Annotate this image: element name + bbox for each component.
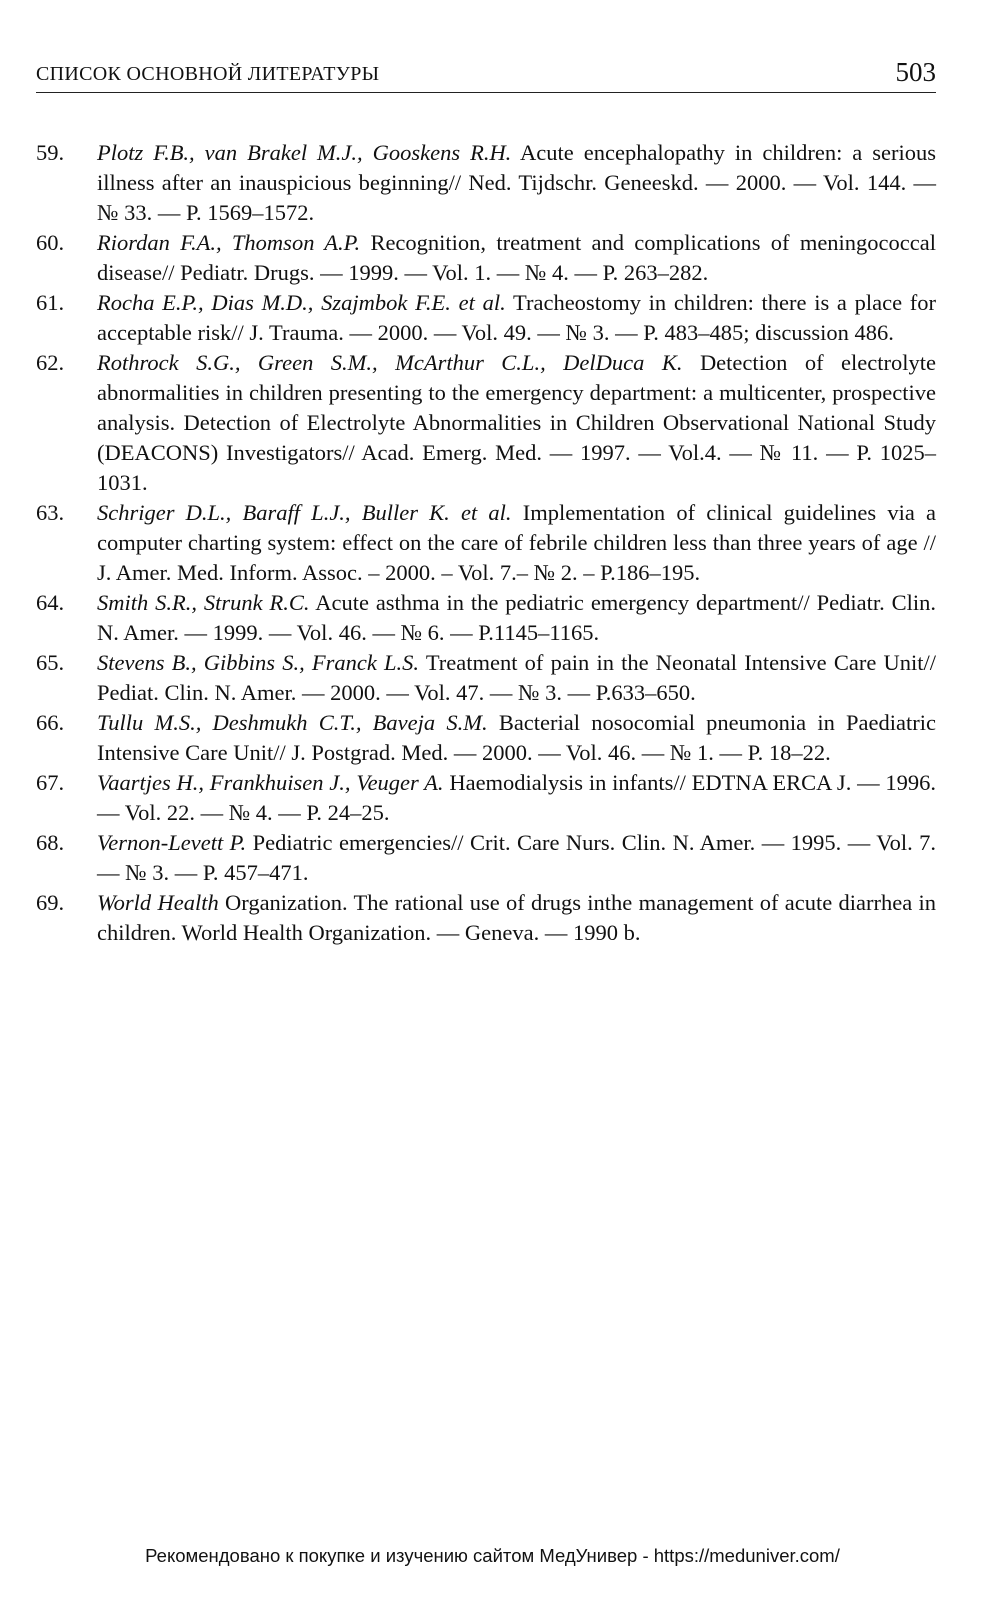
reference-number: 67.: [36, 770, 65, 795]
reference-text: Acute asthma in the pediatric emergency department// Pediatr. Clin. N. Amer. — 1999. — Vol. 46. — № 6. — P.1145–1165.: [97, 590, 936, 645]
reference-number: 62.: [36, 350, 65, 375]
reference-text: Tracheostomy in children: there is a place for acceptable risk// J. Trauma. — 2000. — Vol. 49. — № 3. — P. 483–485; discussion 486.: [97, 290, 937, 345]
reference-text: Haemodialysis in infants// EDTNA ERCA J. — 1996. — Vol. 22. — № 4. — P. 24–25.: [97, 770, 936, 825]
reference-text: Treatment of pain in the Neonatal Intensive Care Unit// Pediat. Clin. N. Amer. — 2000. — Vol. 47. — № 3. — P.633–650.: [97, 650, 936, 705]
reference-number: 61.: [36, 290, 65, 315]
reference-authors: Stevens B., Gibbins S., Franck L.S.: [97, 650, 420, 675]
reference-item: [36, 768, 936, 828]
reference-text: Implementation of clinical guidelines via a computer charting system: effect on the care of febrile children less than three years of age // J. Amer. Med. Inform. Assoc. – 2000. – Vol. 7.– № 2. – P.186–195.: [97, 500, 936, 585]
reference-authors: World Health: [97, 890, 219, 915]
reference-authors: Rocha E.P., Dias M.D., Szajmbok F.E. et al.: [97, 290, 506, 315]
reference-text: Detection of electrolyte abnormalities in children presenting to the emergency department: a multicenter, prospective analysis. Detection of Electrolyte Abnormalities in Children Observational National Study (DEACONS) Investigators// Acad. Emerg. Med. — 1997. — Vol.4. — № 11. — P. 1025–1031.: [97, 350, 937, 495]
reference-item: [36, 498, 936, 588]
reference-text: Acute encephalopathy in children: a serious illness after an inauspicious beginning// Ned. Tijdschr. Geneeskd. — 2000. — Vol. 144. — № 33. — P. 1569–1572.: [97, 140, 936, 225]
footer-note: Рекомендовано к покупке и изучению сайтом МедУнивер - https://meduniver.com/: [145, 1545, 840, 1566]
reference-number: 65.: [36, 650, 65, 675]
reference-number: 64.: [36, 590, 65, 615]
reference-authors: Vernon-Levett P.: [97, 830, 247, 855]
reference-authors: Plotz F.B., van Brakel M.J., Gooskens R.H.: [97, 140, 512, 165]
reference-authors: Rothrock S.G., Green S.M., McArthur C.L., DelDuca K.: [97, 350, 683, 375]
reference-authors: Riordan F.A., Thomson A.P.: [97, 230, 361, 255]
reference-item: [36, 348, 936, 498]
reference-text: Recognition, treatment and complications of meningococcal disease// Pediatr. Drugs. — 1999. — Vol. 1. — № 4. — P. 263–282.: [97, 230, 937, 285]
reference-item: [36, 288, 936, 348]
reference-number: 59.: [36, 140, 65, 165]
reference-authors: Schriger D.L., Baraff L.J., Buller K. et al.: [97, 500, 512, 525]
page-number: 503: [895, 57, 936, 87]
reference-item: [36, 708, 936, 768]
reference-item: [36, 648, 936, 708]
reference-authors: Vaartjes H., Frankhuisen J., Veuger A.: [97, 770, 444, 795]
reference-number: 66.: [36, 710, 65, 735]
reference-authors: Smith S.R., Strunk R.C.: [97, 590, 310, 615]
reference-number: 69.: [36, 890, 65, 915]
reference-number: 68.: [36, 830, 65, 855]
reference-item: [36, 588, 936, 648]
reference-text: Bacterial nosocomial pneumonia in Paediatric Intensive Care Unit// J. Postgrad. Med. — 2000. — Vol. 46. — № 1. — P. 18–22.: [97, 710, 937, 765]
page-header: [36, 52, 936, 93]
reference-text: Organization. The rational use of drugs inthe management of acute diarrhea in children. World Health Organization. — Geneva. — 1990 b.: [97, 890, 937, 945]
reference-item: [36, 888, 936, 948]
reference-item: [36, 828, 936, 888]
reference-item: [36, 228, 936, 288]
reference-item: [36, 138, 936, 228]
reference-text: Pediatric emergencies// Crit. Care Nurs. Clin. N. Amer. — 1995. — Vol. 7. — № 3. — P. 457–471.: [97, 830, 937, 885]
reference-authors: Tullu M.S., Deshmukh C.T., Baveja S.M.: [97, 710, 488, 735]
reference-number: 60.: [36, 230, 65, 255]
reference-list: [36, 138, 936, 948]
reference-number: 63.: [36, 500, 65, 525]
running-title: СПИСОК ОСНОВНОЙ ЛИТЕРАТУРЫ: [36, 63, 380, 85]
